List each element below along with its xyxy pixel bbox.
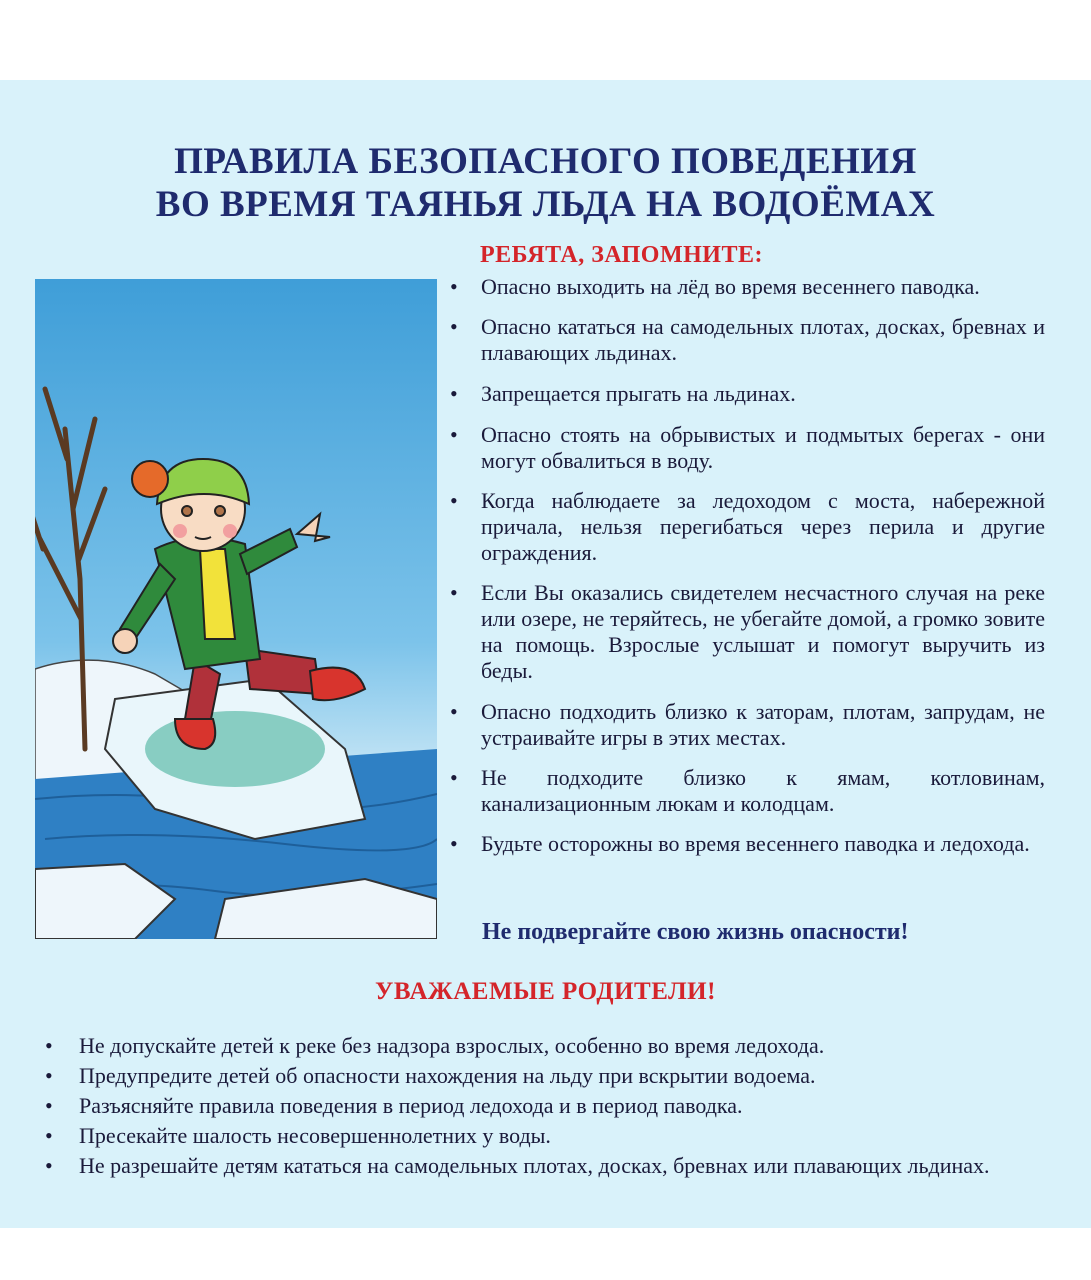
list-item: • Разъясняйте правила поведения в период ледохода и в период паводка. <box>45 1091 1045 1121</box>
list-item: • Не разрешайте детям кататься на самодельных плотах, досках, бревнах или плавающих льдинах. <box>45 1151 1045 1181</box>
parents-heading: УВАЖАЕМЫЕ РОДИТЕЛИ! <box>375 978 716 1005</box>
kids-rules-list <box>448 274 1045 857</box>
poster-title <box>0 140 1091 226</box>
list-item: • Запрещается прыгать на льдинах. <box>448 381 1045 407</box>
list-item: • Если Вы оказались свидетелем несчастного случая на реке или озере, не теряйтесь, не убегайте домой, а громко зовите на помощь. Взрослые услышат и помогут выручить из беды. <box>448 580 1045 684</box>
kids-heading: РЕБЯТА, ЗАПОМНИТЕ: <box>480 242 763 268</box>
title-line-1: ПРАВИЛА БЕЗОПАСНОГО ПОВЕДЕНИЯ <box>174 141 917 182</box>
list-item: • Опасно подходить близко к заторам, плотам, запрудам, не устраивайте игры в этих местах. <box>448 699 1045 751</box>
list-item: • Будьте осторожны во время весеннего паводка и ледохода. <box>448 831 1045 857</box>
list-item: • Предупредите детей об опасности нахождения на льду при вскрытии водоема. <box>45 1061 1045 1091</box>
list-item: • Опасно стоять на обрывистых и подмытых берегах - они могут обвалиться в воду. <box>448 422 1045 474</box>
list-item: • Опасно выходить на лёд во время весеннего паводка. <box>448 274 1045 300</box>
title-line-2: ВО ВРЕМЯ ТАЯНЬЯ ЛЬДА НА ВОДОЁМАХ <box>155 184 936 225</box>
list-item: • Когда наблюдаете за ледоходом с моста, набережной причала, нельзя перегибаться через перила и другие ограждения. <box>448 488 1045 566</box>
list-item: • Не подходите близко к ямам, котловинам, канализационным люкам и колодцам. <box>448 765 1045 817</box>
list-item: • Не допускайте детей к реке без надзора взрослых, особенно во время ледохода. <box>45 1031 1045 1061</box>
safety-poster <box>0 80 1091 1228</box>
list-item: • Опасно кататься на самодельных плотах, досках, бревнах и плавающих льдинах. <box>448 314 1045 366</box>
child-on-ice-illustration <box>35 279 437 939</box>
list-item: • Пресекайте шалость несовершеннолетних у воды. <box>45 1121 1045 1151</box>
parents-rules-list <box>45 1031 1045 1181</box>
warning-text: Не подвергайте свою жизнь опасности! <box>482 919 909 945</box>
